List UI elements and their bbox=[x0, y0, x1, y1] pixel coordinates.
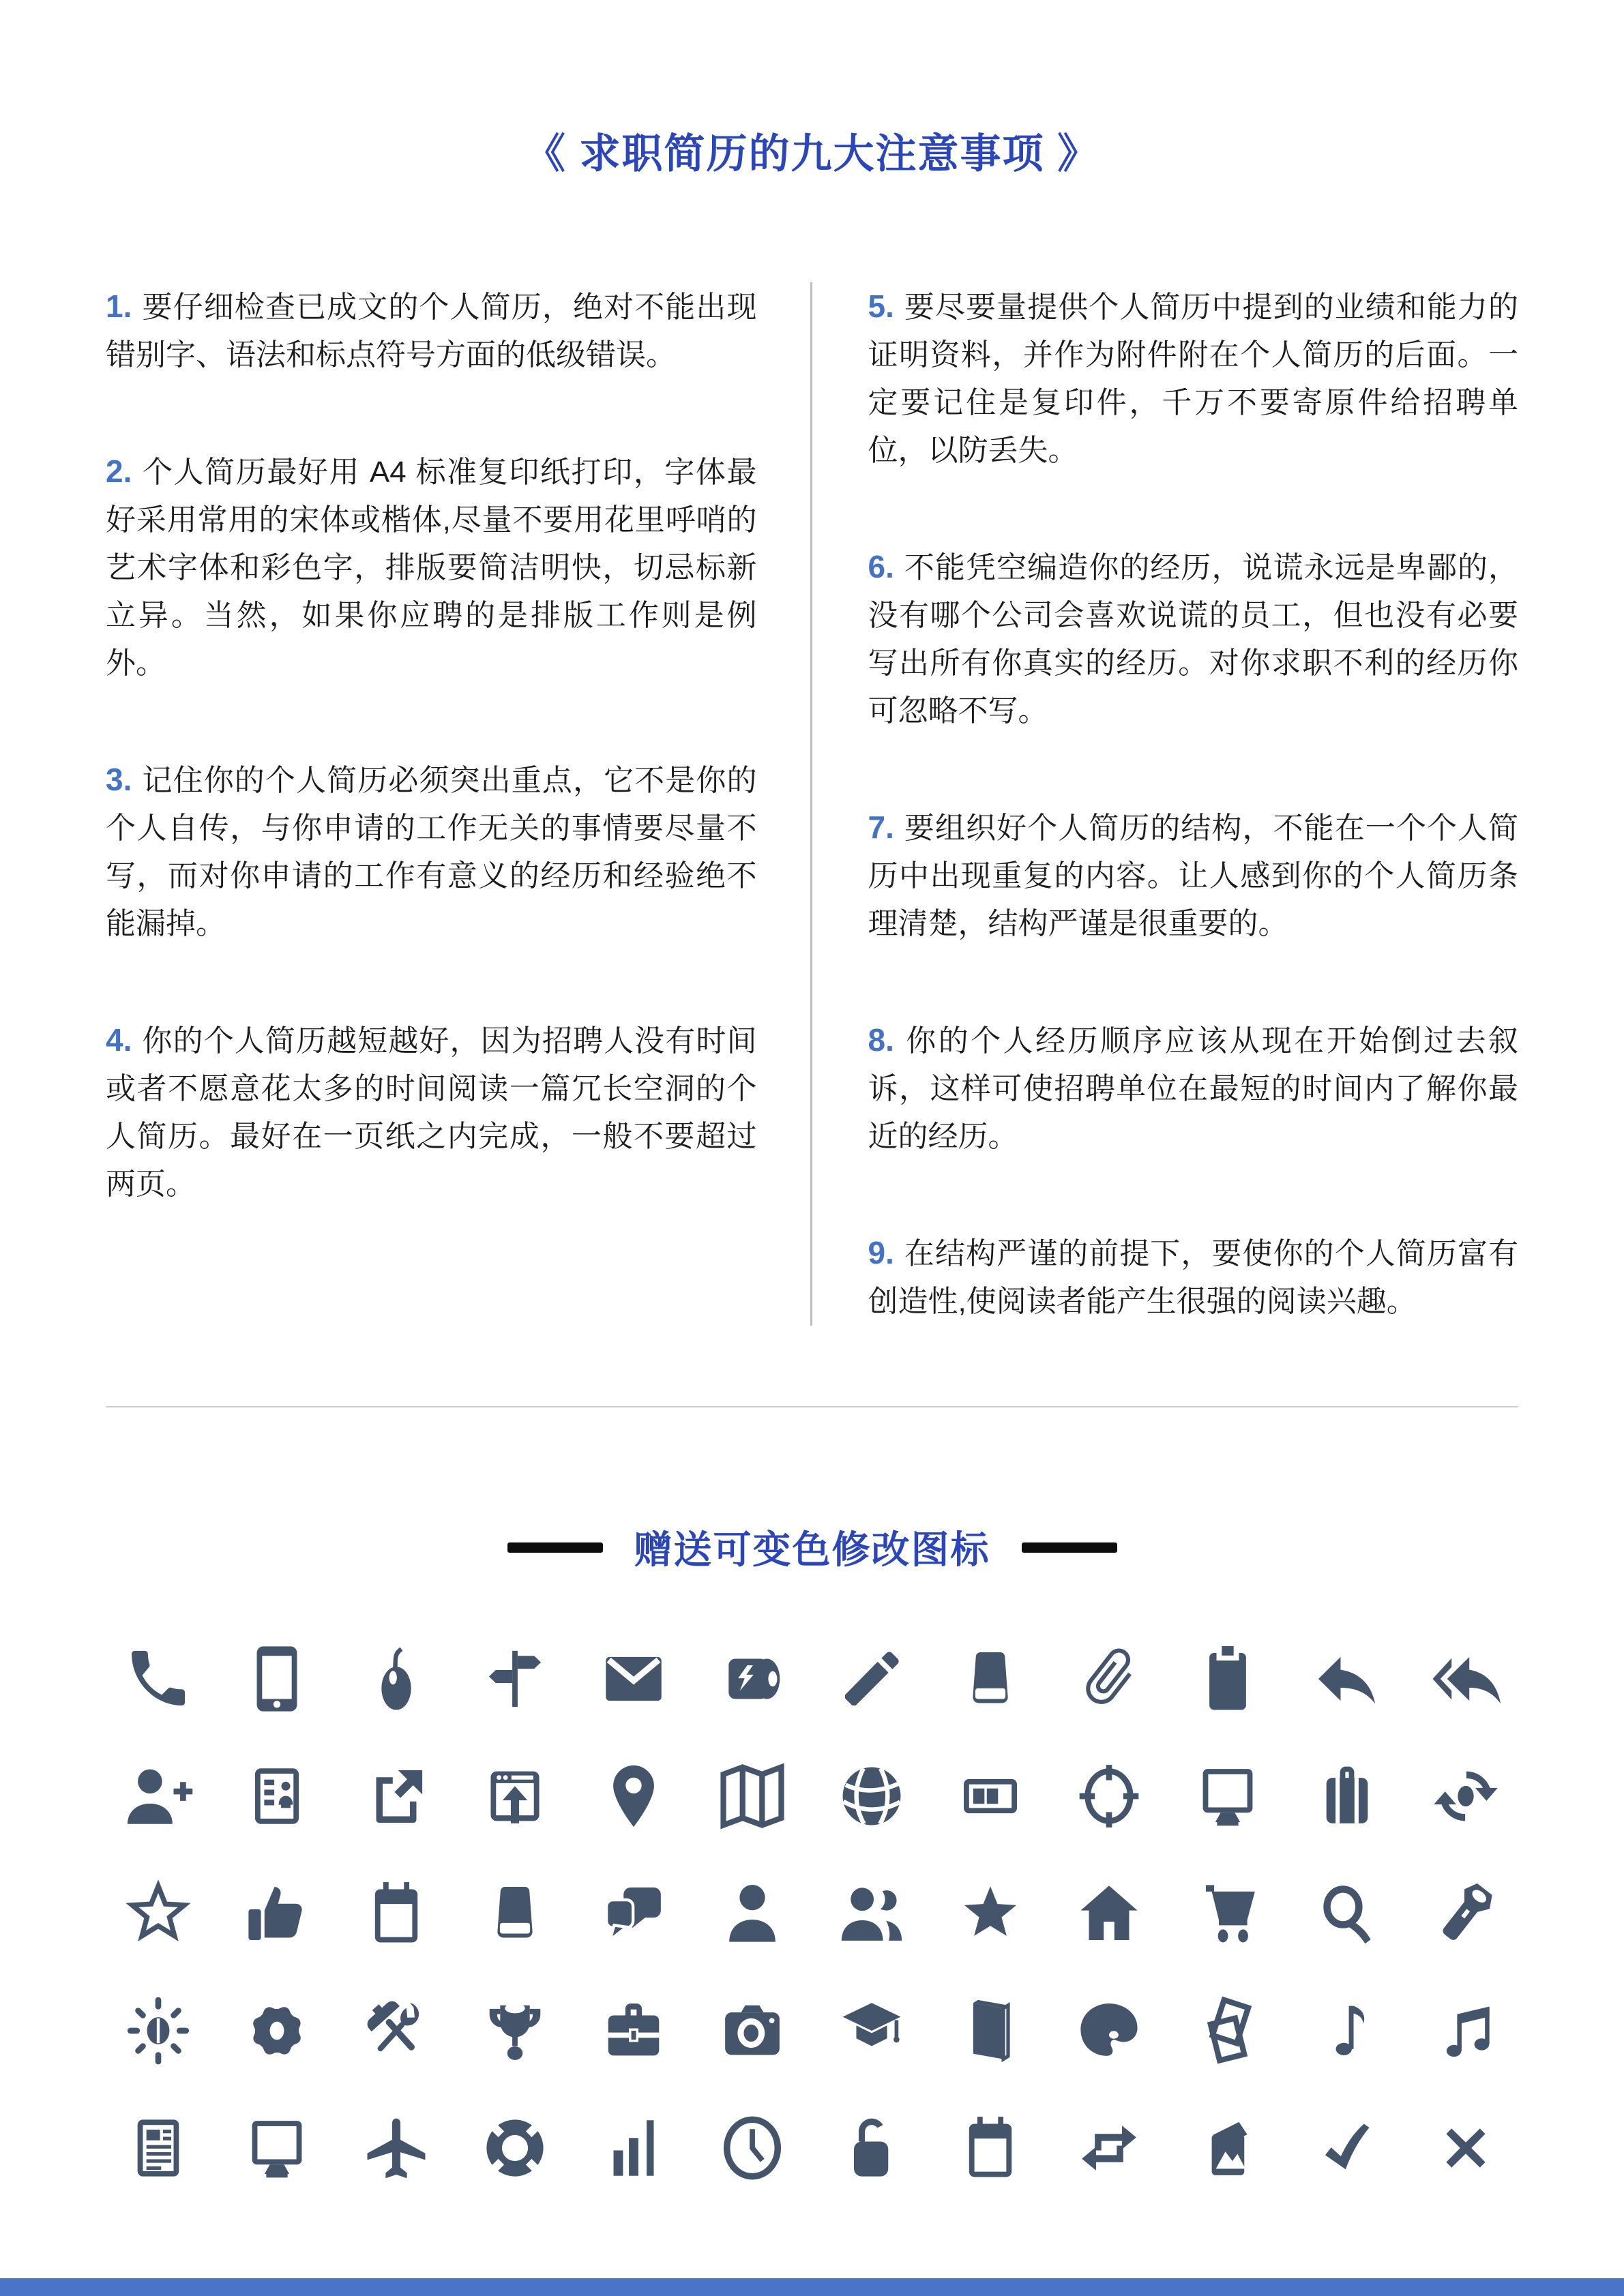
smartphone-icon bbox=[238, 1639, 316, 1718]
share-icon bbox=[357, 1757, 435, 1835]
envelope-icon bbox=[595, 1639, 673, 1718]
monitor-icon bbox=[238, 2108, 316, 2187]
star-outline-icon bbox=[119, 1874, 198, 1952]
tips-columns bbox=[106, 282, 1518, 1326]
tip-item-9 bbox=[868, 1229, 1519, 1326]
tip-text: 不能凭空编造你的经历，说谎永远是卑鄙的，没有哪个公司会喜欢说谎的员工，但也没有必要写出所有你真实的经历。对你求职不利的经历你可忽略不写。 bbox=[868, 551, 1518, 728]
pencil-icon bbox=[832, 1639, 911, 1718]
tip-text: 要组织好个人简历的结构，不能在一个个人简历中出现重复的内容。让人感到你的个人简历条理清楚，结构严谨是很重要的。 bbox=[868, 811, 1518, 940]
gear-icon bbox=[238, 1991, 316, 2070]
phone-icon bbox=[119, 1639, 198, 1718]
tips-column-right bbox=[812, 282, 1519, 1326]
chat-bubbles-icon bbox=[595, 1874, 673, 1952]
mouse-icon bbox=[357, 1639, 435, 1718]
picture-stack-icon bbox=[1189, 2108, 1267, 2187]
tips-column-left bbox=[106, 282, 812, 1326]
tip-item-5 bbox=[868, 282, 1519, 475]
reply-all-icon bbox=[1426, 1639, 1505, 1718]
tip-item-1 bbox=[106, 282, 757, 379]
icons-section-title: 赠送可变色修改图标 bbox=[634, 1528, 990, 1571]
tip-item-3 bbox=[106, 756, 757, 948]
tip-text: 你的个人简历越短越好，因为招聘人没有时间或者不愿意花太多的时间阅读一篇冗长空洞的个人简历。最好在一页纸之内完成，一般不要超过两页。 bbox=[106, 1024, 757, 1201]
trophy-icon bbox=[475, 1991, 554, 2070]
tip-item-4 bbox=[106, 1016, 757, 1208]
users-icon bbox=[832, 1874, 911, 1952]
repeat-icon bbox=[1070, 2108, 1149, 2187]
airplane-icon bbox=[357, 2108, 435, 2187]
luggage-icon bbox=[1308, 1757, 1386, 1835]
icons-section-header bbox=[0, 1520, 1624, 1575]
search-icon bbox=[1308, 1874, 1386, 1952]
brightness-icon bbox=[119, 1991, 198, 2070]
monitor-icon bbox=[1189, 1757, 1267, 1835]
tip-number: 7. bbox=[868, 809, 894, 845]
book-icon bbox=[951, 1991, 1029, 2070]
bar-chart-icon bbox=[595, 2108, 673, 2187]
clock-icon bbox=[713, 2108, 792, 2187]
close-icon bbox=[1426, 2108, 1505, 2187]
music-note-icon bbox=[1308, 1991, 1386, 2070]
tip-item-7 bbox=[868, 803, 1519, 948]
palette-icon bbox=[1070, 1991, 1149, 2070]
tip-number: 3. bbox=[106, 762, 132, 797]
left-dash-decoration bbox=[507, 1542, 603, 1553]
id-card-icon bbox=[238, 1757, 316, 1835]
tip-item-6 bbox=[868, 543, 1519, 735]
location-pin-icon bbox=[595, 1757, 673, 1835]
flashlight-icon bbox=[1426, 1874, 1505, 1952]
tip-number: 4. bbox=[106, 1022, 132, 1058]
signpost-icon bbox=[475, 1639, 554, 1718]
graduation-cap-icon bbox=[832, 1991, 911, 2070]
calendar-icon bbox=[357, 1874, 435, 1952]
page-title: 《 求职简历的九大注意事项 》 bbox=[524, 131, 1100, 177]
star-icon bbox=[951, 1874, 1029, 1952]
video-camera-icon bbox=[713, 1639, 792, 1718]
eraser-icon bbox=[951, 1639, 1029, 1718]
tip-number: 8. bbox=[868, 1022, 894, 1058]
toolbox-icon bbox=[595, 1991, 673, 2070]
icon-grid bbox=[99, 1639, 1525, 2187]
camera-icon bbox=[713, 1991, 792, 2070]
tip-item-2 bbox=[106, 447, 757, 687]
thumbs-up-icon bbox=[238, 1874, 316, 1952]
tip-text: 记住你的个人简历必须突出重点，它不是你的个人自传，与你申请的工作无关的事情要尽量不写，而对你申请的工作有意义的经历和经验绝不能漏掉。 bbox=[106, 764, 757, 940]
tip-number: 1. bbox=[106, 288, 132, 324]
credit-card-icon bbox=[951, 1757, 1029, 1835]
clipboard-icon bbox=[1189, 1639, 1267, 1718]
tip-number: 2. bbox=[106, 453, 132, 489]
paperclip-icon bbox=[1070, 1639, 1149, 1718]
footer-bar bbox=[0, 2278, 1624, 2296]
lifebuoy-icon bbox=[475, 2108, 554, 2187]
tip-number: 9. bbox=[868, 1235, 894, 1270]
tip-text: 个人简历最好用 A4 标准复印纸打印，字体最好采用常用的宋体或楷体,尽量不要用花里呼哨的艺术字体和彩色字，排版要简洁明快，切忌标新立异。当然，如果你应聘的是排版工作则是例外。 bbox=[106, 456, 757, 680]
calendar-icon bbox=[951, 2108, 1029, 2187]
reply-icon bbox=[1308, 1639, 1386, 1718]
home-icon bbox=[1070, 1874, 1149, 1952]
tip-text: 要仔细检查已成文的个人简历，绝对不能出现错别字、语法和标点符号方面的低级错误。 bbox=[106, 290, 757, 372]
tip-text: 你的个人经历顺序应该从现在开始倒过去叙诉，这样可使招聘单位在最短的时间内了解你最近的经历。 bbox=[868, 1024, 1518, 1153]
globe-icon bbox=[832, 1757, 911, 1835]
map-icon bbox=[713, 1757, 792, 1835]
add-user-icon bbox=[119, 1757, 198, 1835]
tip-text: 在结构严谨的前提下，要使你的个人简历富有创造性,使阅读者能产生很强的阅读兴趣。 bbox=[868, 1237, 1518, 1318]
user-icon bbox=[713, 1874, 792, 1952]
shopping-cart-icon bbox=[1189, 1874, 1267, 1952]
newspaper-icon bbox=[119, 2108, 198, 2187]
tip-number: 6. bbox=[868, 549, 894, 584]
crosshair-icon bbox=[1070, 1757, 1149, 1835]
tools-icon bbox=[357, 1991, 435, 2070]
right-dash-decoration bbox=[1022, 1542, 1117, 1553]
tip-text: 要尽要量提供个人简历中提到的业绩和能力的证明资料，并作为附件附在个人简历的后面。一定要记住是复印件，千万不要寄原件给招聘单位，以防丢失。 bbox=[868, 290, 1518, 467]
browser-upload-icon bbox=[475, 1757, 554, 1835]
unlock-icon bbox=[832, 2108, 911, 2187]
section-divider bbox=[106, 1406, 1518, 1407]
tip-number: 5. bbox=[868, 288, 894, 324]
music-notes-icon bbox=[1426, 1991, 1505, 2070]
photo-cards-icon bbox=[1189, 1991, 1267, 2070]
check-icon bbox=[1308, 2108, 1386, 2187]
tip-item-8 bbox=[868, 1016, 1519, 1161]
sync-icon bbox=[1426, 1757, 1505, 1835]
eraser-icon bbox=[475, 1874, 554, 1952]
